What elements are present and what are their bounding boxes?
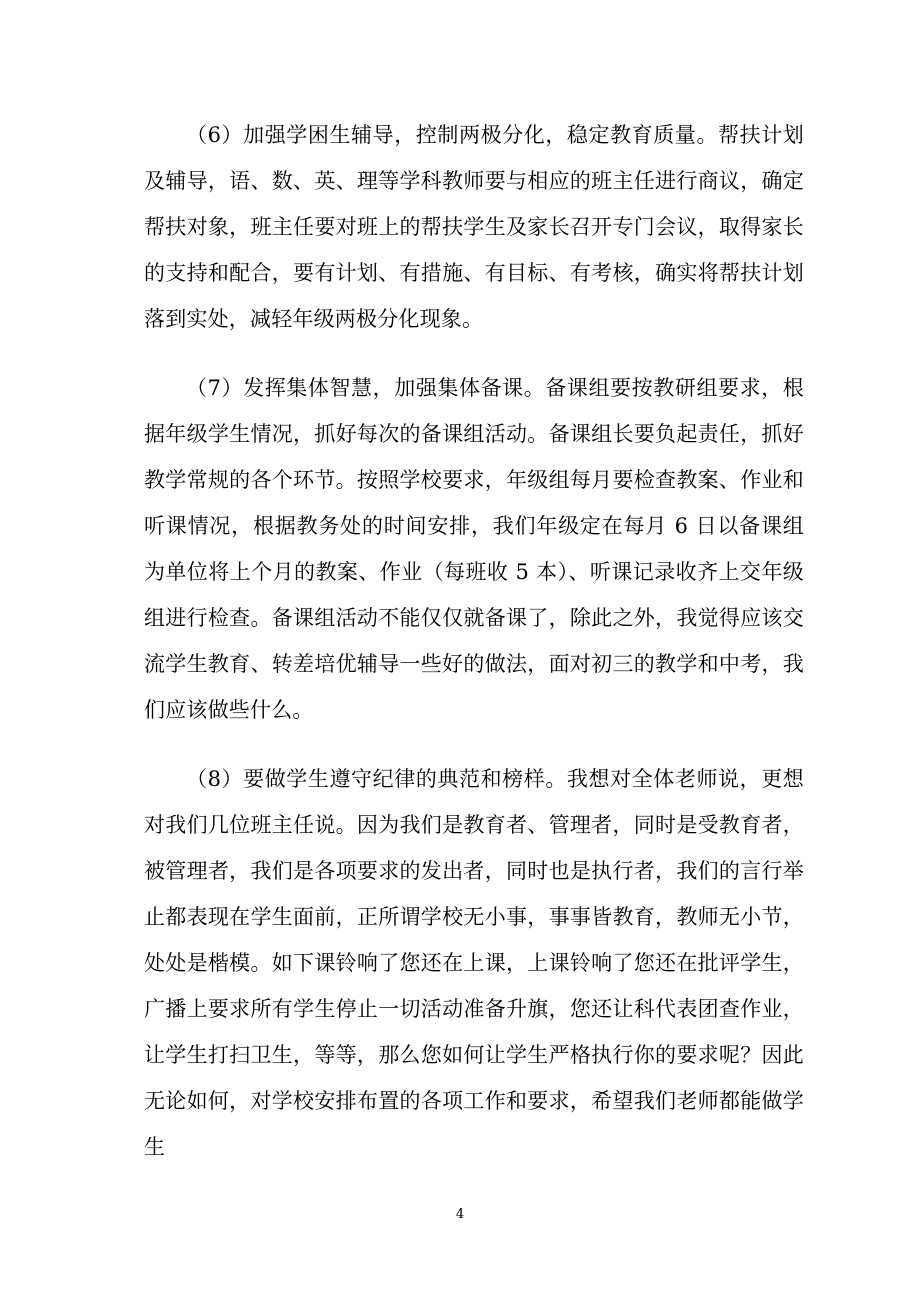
paragraph-7: （7）发挥集体智慧，加强集体备课。备课组要按教研组要求，根据年级学生情况，抓好每次的备课组活动。备课组长要负起责任，抓好教学常规的各个环节。按照学校要求，年级组每月要检查教案、作业和听课情况，根据教务处的时间安排，我们年级定在每月 6 日以备课组为单位将上个月的教案、作业（每班收 5 本）、听课记录收齐上交年级组进行检查。备课组活动不能仅仅就备课了，除此之外，我觉得应该交流学生教育、转差培优辅导一些好的做法，面对初三的教学和中考，我们应该做些什么。 bbox=[144, 376, 804, 722]
paragraph-8: （8）要做学生遵守纪律的典范和榜样。我想对全体老师说，更想对我们几位班主任说。因为我们是教育者、管理者，同时是受教育者，被管理者，我们是各项要求的发出者，同时也是执行者，我们的言行举止都表现在学生面前，正所谓学校无小事，事事皆教育，教师无小节，处处是楷模。如下课铃响了您还在上课，上课铃响了您还在批评学生，广播上要求所有学生停止一切活动准备升旗，您还让科代表团查作业，让学生打扫卫生，等等，那么您如何让学生严格执行你的要求呢？因此无论如何，对学校安排布置的各项工作和要求，希望我们老师都能做学生 bbox=[144, 767, 804, 1159]
paragraph-6: （6）加强学困生辅导，控制两极分化，稳定教育质量。帮扶计划及辅导，语、数、英、理等学科教师要与相应的班主任进行商议，确定帮扶对象，班主任要对班上的帮扶学生及家长召开专门会议，取得家长的支持和配合，要有计划、有措施、有目标、有考核，确实将帮扶计划落到实处，减轻年级两极分化现象。 bbox=[144, 123, 804, 331]
document-body bbox=[144, 112, 804, 1193]
page-number: 4 bbox=[455, 1207, 465, 1222]
